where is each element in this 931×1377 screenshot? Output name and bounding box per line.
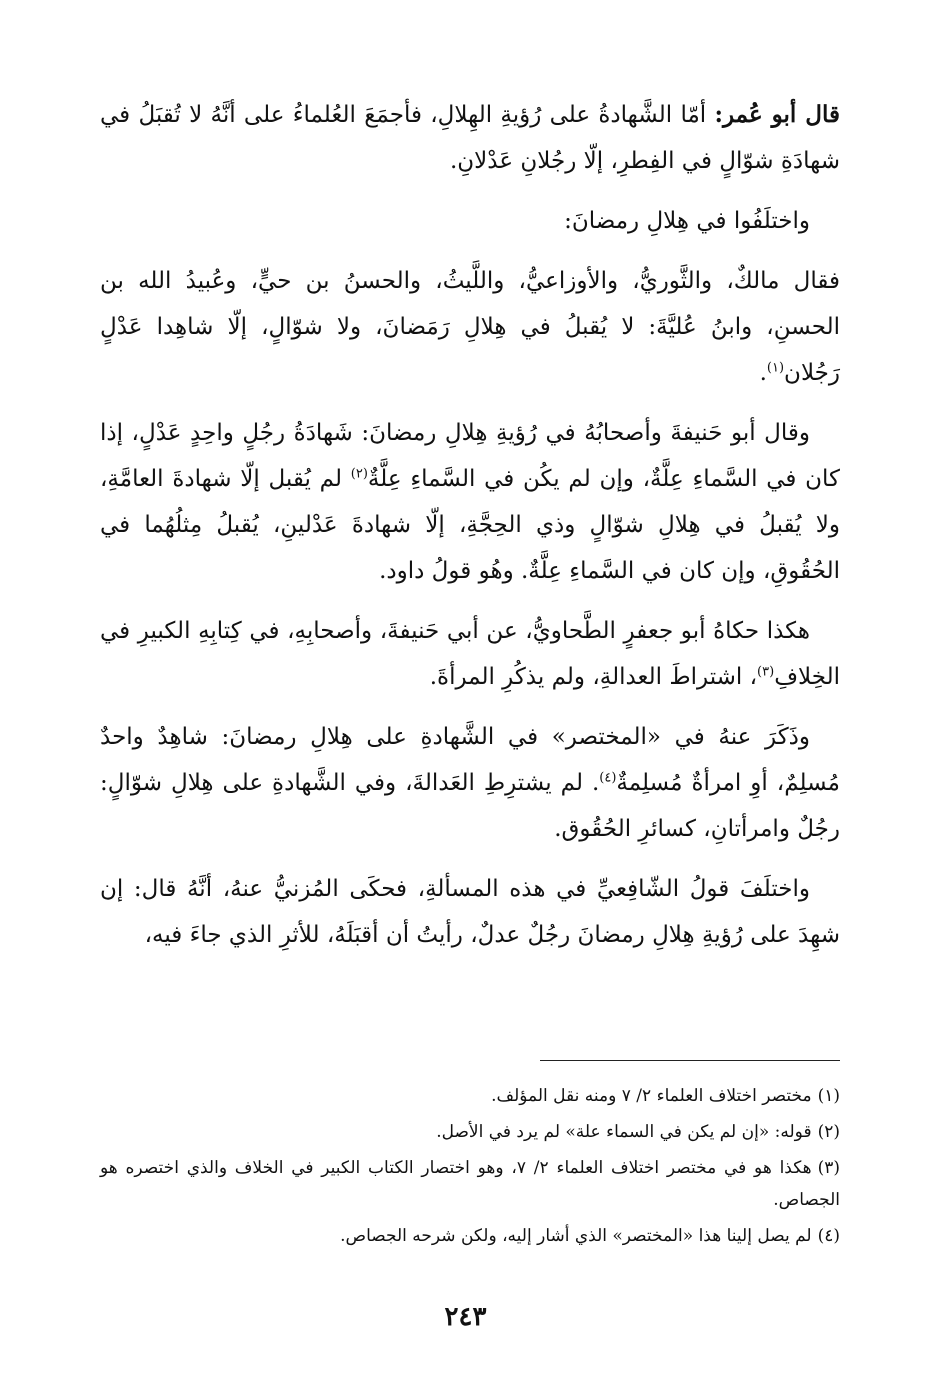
main-text [100,92,840,972]
paragraph-3-end: . [759,360,767,386]
paragraph-5-text-b: ، اشتراطَ العدالةِ، ولم يذكُرِ المرأةَ. [429,664,758,690]
footnote-number: (١) [817,1086,840,1106]
footnote-text: قوله: «إن لم يكن في السماء علة» لم يرد في الأصل. [436,1122,812,1142]
paragraph-5 [100,608,840,700]
paragraph-3 [100,258,840,396]
paragraph-1-text: أمّا الشَّهادةُ على رُؤيةِ الهِلالِ، فأجمَعَ العُلماءُ على أنَّهُ لا تُقبَلُ في شهادَةِ شوّالٍ في الفِطرِ، إلّا رجُلانِ عَدْلانِ. [100,102,840,174]
footnote-number: (٣) [817,1158,840,1178]
footnote-2 [100,1116,840,1148]
paragraph-1 [100,92,840,184]
paragraph-5-text-a: هكذا حكاهُ أبو جعفرٍ الطَّحاويُّ، عن أبي حَنيفةَ، وأصحابِهِ، في كِتابِهِ الكبيرِ في الخِلافِ [100,618,840,690]
footnote-text: مختصر اختلاف العلماء ٢/ ٧ ومنه نقل المؤلف. [491,1086,812,1106]
footnote-1 [100,1080,840,1112]
paragraph-6 [100,714,840,852]
paragraph-6-text-a: وذَكَرَ عنهُ في «المختصر» في الشَّهادةِ على هِلالِ رمضانَ: شاهِدٌ واحدٌ مُسلِمٌ، أوِ امرأةٌ مُسلِمةٌ [100,724,840,796]
speaker-lead: قال أبو عُمر: [714,101,841,128]
paragraph-6-text-b: . لم يشترِطِ العَدالةَ، وفي الشَّهادةِ على هِلالِ شوّالٍ: رجُلٌ وامرأتانِ، كسائرِ الحُقُوق. [100,770,840,842]
footnote-text: هكذا هو في مختصر اختلاف العلماء ٢/ ٧، وهو اختصار الكتاب الكبير في الخلاف والذي اختصره هو الجصاص. [100,1158,840,1210]
paragraph-2: واختلَفُوا في هِلالِ رمضانَ: [564,208,810,234]
paragraph-3-text: فقال مالكٌ، والثَّوريُّ، والأوزاعيُّ، واللَّيثُ، والحسنُ بن حيٍّ، وعُبيدُ الله بن الحسنِ، وابنُ عُليَّةَ: لا يُقبلُ في هِلالِ رَمَضانَ، ولا شوّالٍ، إلّا شاهِدا عَدْلٍ رَجُلان [100,268,840,386]
paragraph-7: واختلَفَ قولُ الشّافِعيِّ في هذه المسألةِ، فحكَى المُزنيُّ عنهُ، أنَّهُ قال: إن شهِدَ على رُؤيةِ هِلالِ رمضانَ رجُلٌ عدلٌ، رأيتُ أن أقبَلَهُ، للأثرِ الذي جاءَ فيه، [100,876,840,948]
footnote-number: (٤) [817,1226,840,1246]
footnote-ref-4[interactable]: (٤) [599,770,617,786]
footnote-ref-3[interactable]: (٣) [757,664,775,680]
page-number: ٢٤٣ [444,1302,487,1332]
footnote-ref-1[interactable]: (١) [766,360,785,376]
footnote-4 [100,1220,840,1252]
footnote-ref-2[interactable]: (٢) [350,466,368,482]
footnote-divider [540,1060,840,1061]
paragraph-4-text-a: وقال أبو حَنيفةَ وأصحابُهُ في رُؤيةِ هِلالِ رمضانَ: شَهادَةُ رجُلٍ واحِدٍ عَدْلٍ، إذا كان في السَّماءِ عِلَّةٌ، وإن لم يكُن في السَّماءِ عِلَّةٌ [100,420,841,492]
footnote-text: لم يصل إلينا هذا «المختصر» الذي أشار إليه، ولكن شرحه الجصاص. [340,1226,812,1246]
paragraph-4-text-b: لم يُقبل إلّا شهادةَ العامَّةِ، ولا يُقبلُ في هِلالِ شوّالٍ وذي الحِجَّةِ، إلّا شهادةَ عَدْلينِ، يُقبلُ مِثلُهُما في الحُقُوقِ، وإن كان في السَّماءِ عِلَّةٌ. وهُو قولُ داود. [100,466,840,584]
footnote-3 [100,1152,840,1216]
footnote-number: (٢) [817,1122,840,1142]
paragraph-4 [100,410,840,594]
footnotes [100,1080,840,1256]
